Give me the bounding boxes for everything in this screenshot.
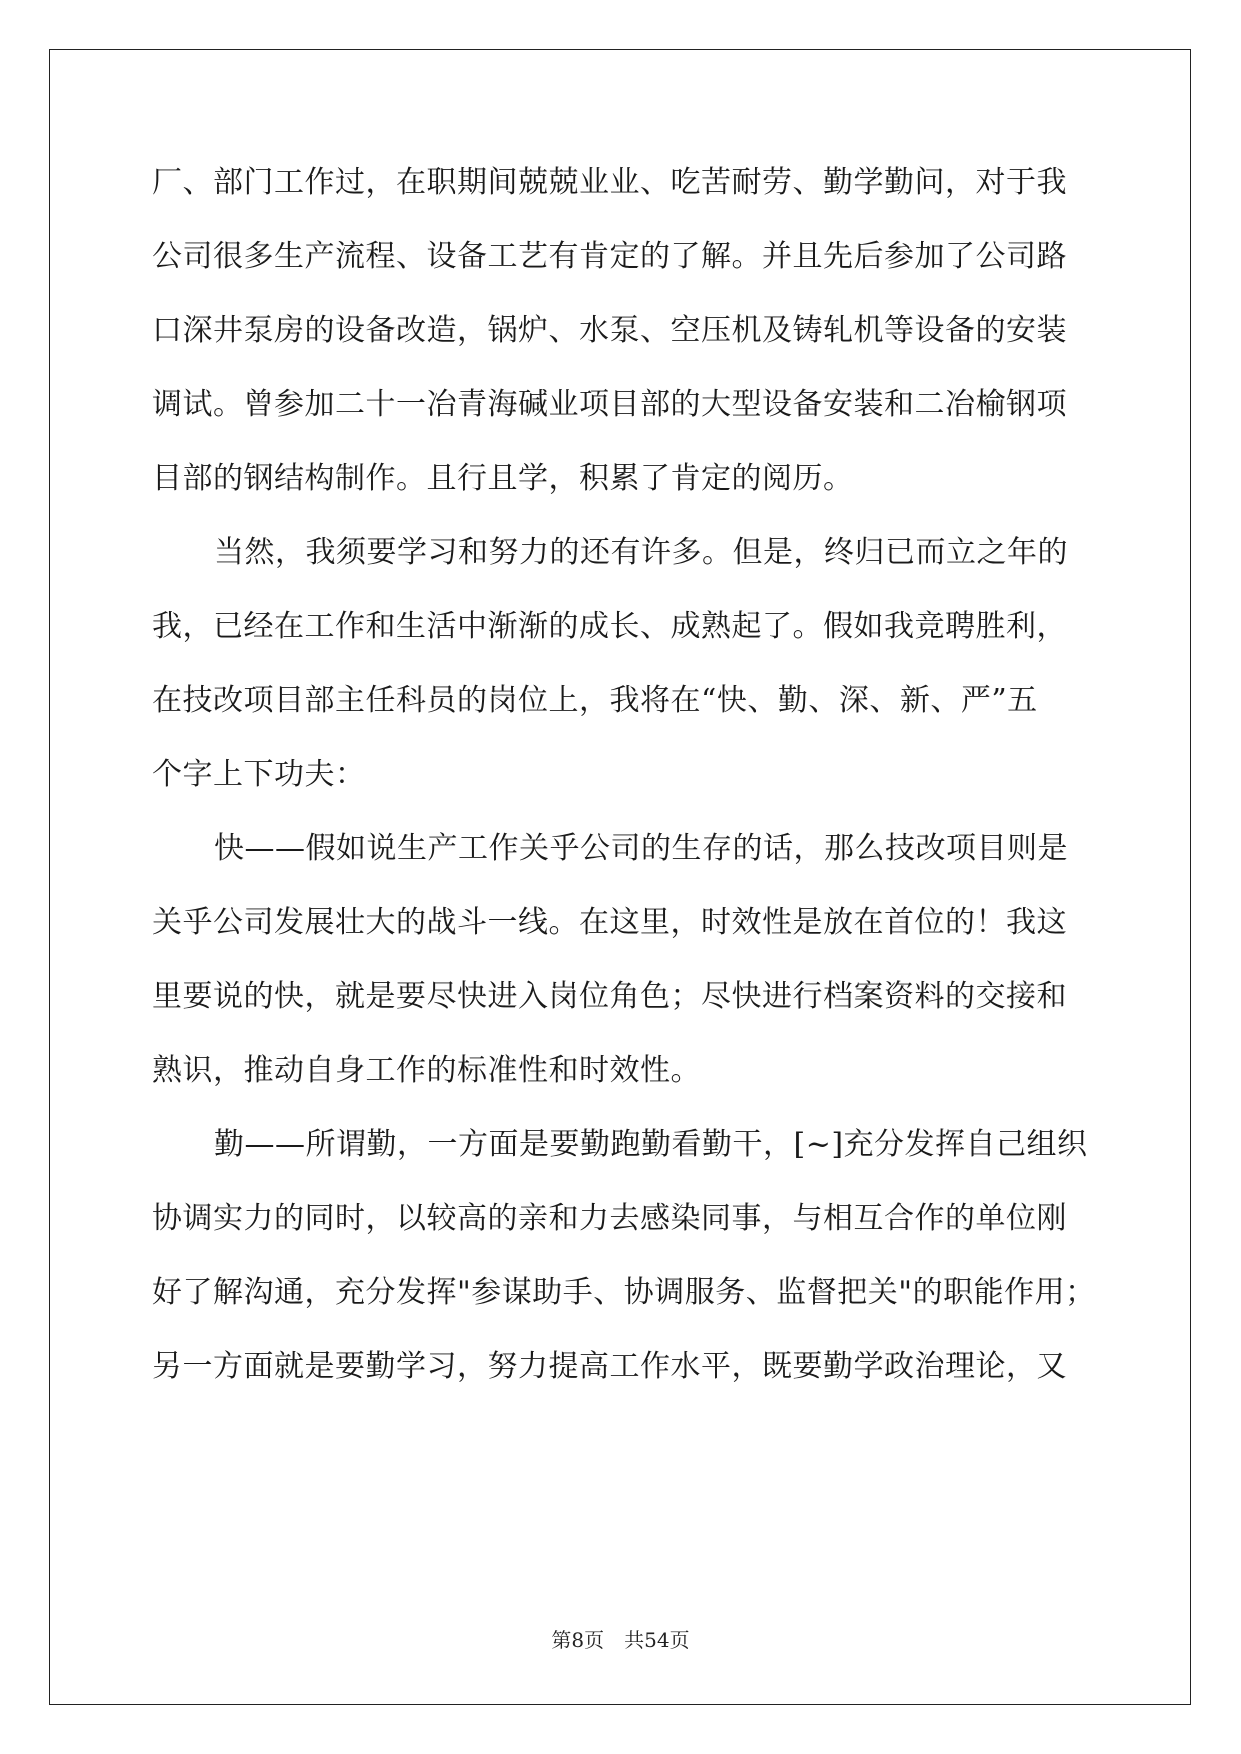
paragraph-first-line: 当然，我须要学习和努力的还有许多。但是，终归已而立之年的 [214, 535, 1068, 570]
paragraph-first-line: 快——假如说生产工作关乎公司的生存的话，那么技改项目则是 [214, 831, 1068, 866]
text-line: 另一方面就是要勤学习，努力提高工作水平，既要勤学政治理论，又 [152, 1349, 1067, 1384]
text-line: 我，已经在工作和生活中渐渐的成长、成熟起了。假如我竞聘胜利， [152, 609, 1067, 644]
text-line: 熟识，推动自身工作的标准性和时效性。 [152, 1053, 701, 1088]
page-border [49, 49, 1191, 1705]
text-line: 公司很多生产流程、设备工艺有肯定的了解。并且先后参加了公司路 [152, 239, 1067, 274]
text-line: 里要说的快，就是要尽快进入岗位角色；尽快进行档案资料的交接和 [152, 979, 1067, 1014]
paragraph-first-line: 勤——所谓勤，一方面是要勤跑勤看勤干，[~]充分发挥自己组织 [214, 1127, 1088, 1162]
text-line: 个字上下功夫： [152, 757, 366, 792]
text-line: 厂、部门工作过，在职期间兢兢业业、吃苦耐劳、勤学勤问，对于我 [152, 165, 1067, 200]
text-line: 目部的钢结构制作。且行且学，积累了肯定的阅历。 [152, 461, 854, 496]
text-line: 在技改项目部主任科员的岗位上，我将在“快、勤、深、新、严”五 [152, 683, 1038, 718]
text-line: 关乎公司发展壮大的战斗一线。在这里，时效性是放在首位的！我这 [152, 905, 1067, 940]
text-line: 协调实力的同时，以较高的亲和力去感染同事，与相互合作的单位刚 [152, 1201, 1067, 1236]
text-line: 口深井泵房的设备改造，锅炉、水泵、空压机及铸轧机等设备的安装 [152, 313, 1067, 348]
text-line: 好了解沟通，充分发挥"参谋助手、协调服务、监督把关"的职能作用； [152, 1275, 1096, 1310]
page-number-footer: 第8页 共54页 [551, 1628, 690, 1652]
text-line: 调试。曾参加二十一冶青海碱业项目部的大型设备安装和二冶榆钢项 [152, 387, 1067, 422]
